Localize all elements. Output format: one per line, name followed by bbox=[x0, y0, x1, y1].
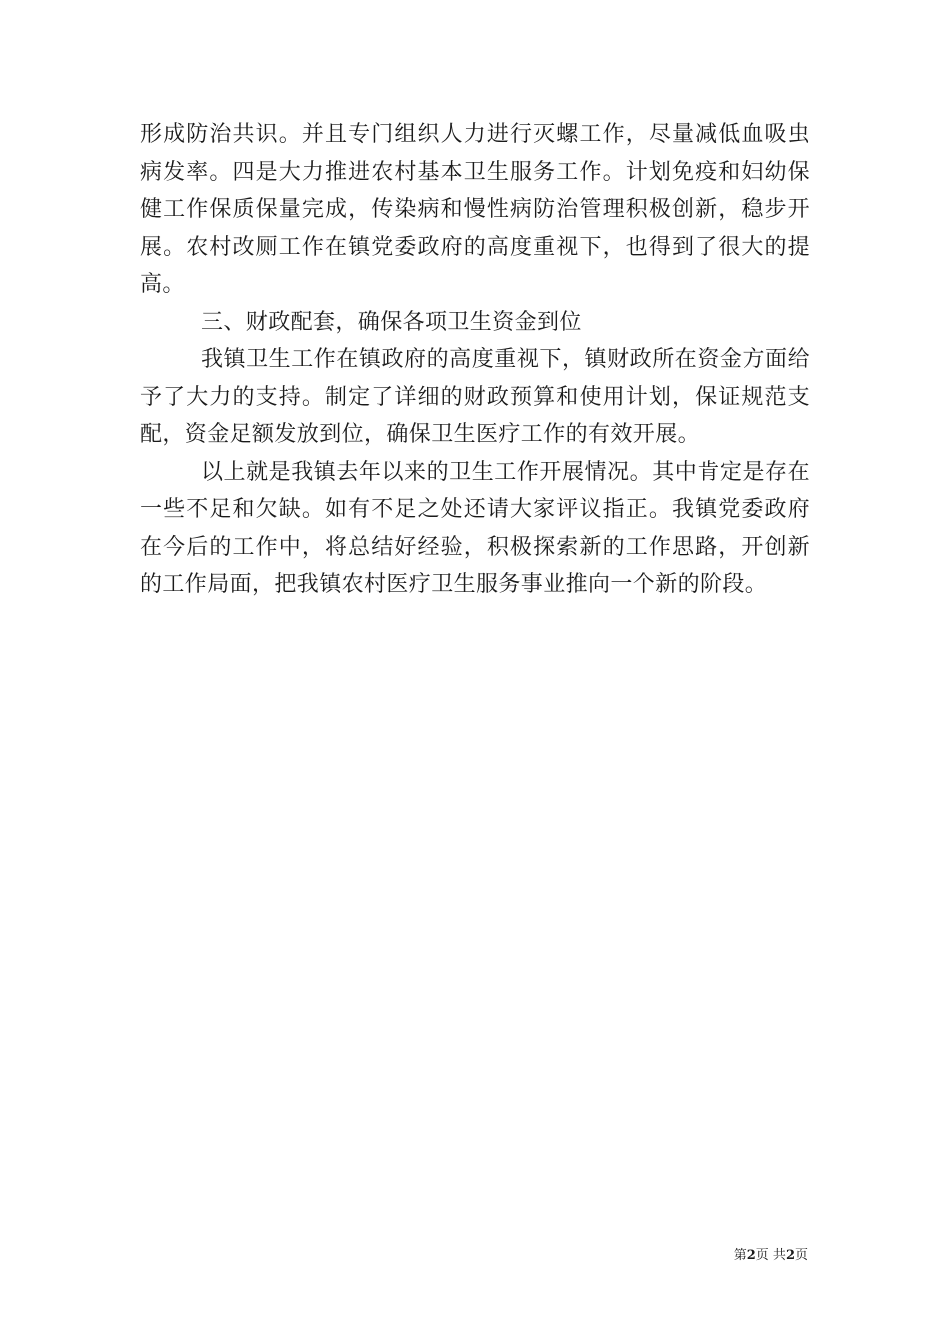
footer-suffix: 页 bbox=[794, 1248, 808, 1263]
footer-total-pages: 2 bbox=[785, 1248, 795, 1263]
paragraph-continued: 形成防治共识。并且专门组织人力进行灭螺工作，尽量减低血吸虫病发率。四是大力推进农村基本卫生服务工作。计划免疫和妇幼保健工作保质保量完成，传染病和慢性病防治管理积极创新，稳步开展。农村改厕工作在镇党委政府的高度重视下，也得到了很大的提高。 bbox=[140, 122, 810, 297]
paragraph-finance: 我镇卫生工作在镇政府的高度重视下，镇财政所在资金方面给予了大力的支持。制定了详细的财政预算和使用计划，保证规范支配，资金足额发放到位，确保卫生医疗工作的有效开展。 bbox=[140, 347, 810, 447]
footer-prefix: 第 bbox=[733, 1248, 747, 1263]
section-heading: 三、财政配套，确保各项卫生资金到位 bbox=[201, 309, 582, 335]
page-footer bbox=[0, 1247, 808, 1265]
document-body bbox=[140, 116, 810, 604]
footer-middle: 页 共 bbox=[755, 1248, 786, 1263]
footer-current-page: 2 bbox=[746, 1248, 756, 1263]
paragraph-conclusion: 以上就是我镇去年以来的卫生工作开展情况。其中肯定是存在一些不足和欠缺。如有不足之处还请大家评议指正。我镇党委政府在今后的工作中，将总结好经验，积极探索新的工作思路，开创新的工作局面，把我镇农村医疗卫生服务事业推向一个新的阶段。 bbox=[140, 459, 810, 597]
